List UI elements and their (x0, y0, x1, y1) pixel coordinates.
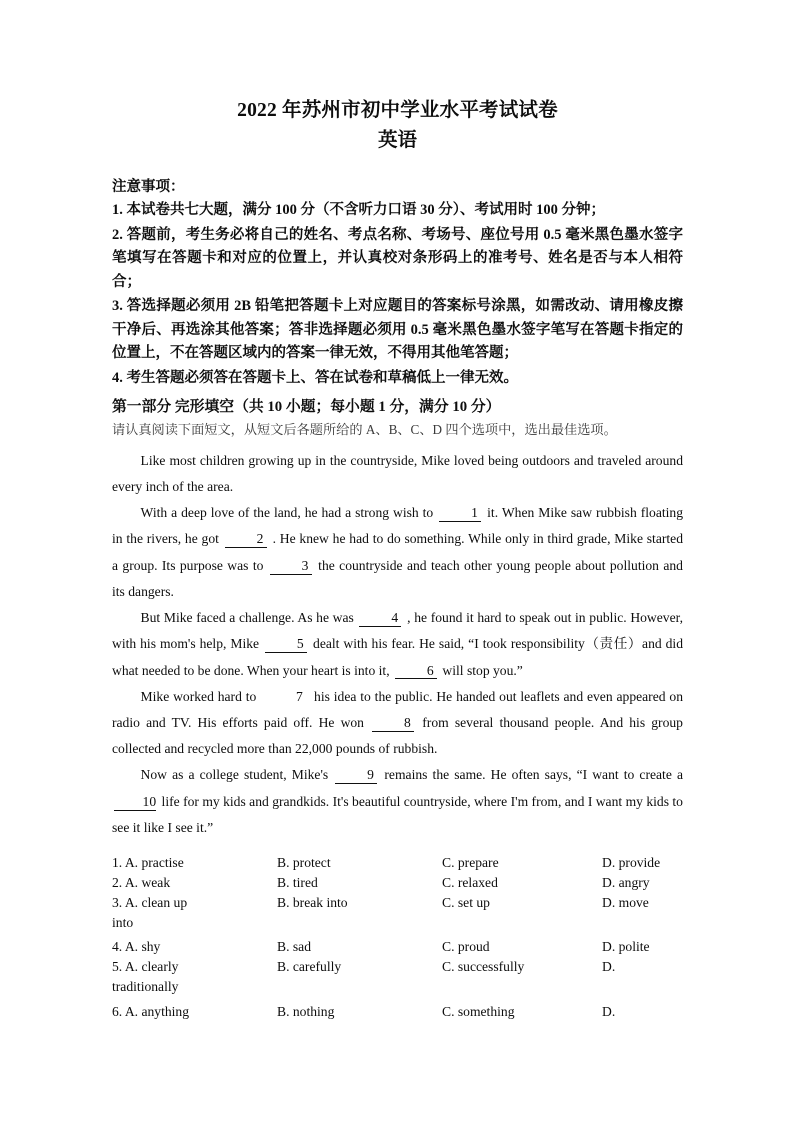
blank-5[interactable]: 5 (265, 637, 307, 653)
passage-text: it. When Mike saw rubbish floating in the rivers, he got (112, 505, 683, 547)
passage-paragraph-4 (112, 684, 683, 763)
blank-8[interactable]: 8 (372, 716, 414, 732)
option-choice-c[interactable]: C. proud (442, 939, 490, 955)
page-title: 2022 年苏州市初中学业水平考试试卷 (237, 100, 558, 121)
passage-text: , he found it hard to speak out in public. However, with his mom's help, Mike (112, 610, 683, 652)
passage-text: Now as a college student, Mike's (140, 767, 329, 783)
blank-6[interactable]: 6 (395, 664, 437, 680)
option-choice-a[interactable]: 1. A. practise (112, 855, 184, 871)
passage-text: . He knew he had to do something. While only in third grade, Mike started a group. Its purpose was to (112, 531, 684, 573)
option-choice-a[interactable]: 4. A. shy (112, 939, 161, 955)
option-row-6 (112, 1000, 683, 1020)
notice-item-2: 2. 答题前，考生务必将自己的姓名、考点名称、考场号、座位号用 0.5 毫米黑色墨水签字笔填写在答题卡和对应的位置上，并认真校对条形码上的准考号、姓名是否与本人相符合； (112, 226, 683, 290)
passage-paragraph-1 (112, 448, 683, 500)
passage-text: Mike worked hard to (140, 688, 257, 704)
option-choice-b[interactable]: B. carefully (277, 959, 342, 975)
options-list (112, 851, 683, 1019)
option-choice-b[interactable]: B. nothing (277, 1003, 335, 1019)
blank-10[interactable]: 10 (114, 795, 156, 811)
option-choice-d[interactable]: D. (602, 1003, 616, 1019)
option-row-3 (112, 891, 683, 911)
blank-1[interactable]: 1 (439, 506, 481, 522)
passage-text: from several thousand people. And his group collected and recycled more than 22,000 pounds of rubbish. (112, 714, 683, 757)
option-choice-a[interactable]: 5. A. clearly (112, 959, 179, 975)
notice-item-1: 1. 本试卷共七大题，满分 100 分（不含听力口语 30 分）、考试用时 100 分钟； (112, 202, 605, 219)
option-row-3-wrap: into (112, 915, 134, 931)
option-choice-a[interactable]: 2. A. weak (112, 875, 171, 891)
option-row-5-wrap: traditionally (112, 979, 179, 995)
option-row-5 (112, 955, 683, 975)
option-choice-c[interactable]: C. set up (442, 895, 490, 911)
page-subtitle: 英语 (377, 130, 417, 152)
passage-paragraph-5 (112, 762, 683, 841)
option-choice-d[interactable]: D. angry (602, 875, 650, 891)
option-choice-c[interactable]: C. successfully (442, 959, 525, 975)
option-row-1 (112, 851, 683, 871)
option-choice-c[interactable]: C. something (442, 1003, 515, 1019)
part-heading: 第一部分 完形填空（共 10 小题；每小题 1 分，满分 10 分） (112, 399, 501, 416)
option-choice-c[interactable]: C. prepare (442, 855, 499, 871)
option-choice-b[interactable]: B. protect (277, 855, 331, 871)
blank-9[interactable]: 9 (335, 768, 377, 784)
option-choice-d[interactable]: D. polite (602, 939, 650, 955)
notice-item-3: 3. 答选择题必须用 2B 铅笔把答题卡上对应题目的答案标号涂黑，如需改动、请用橡皮擦干净后、再选涂其他答案；答非选择题必须用 0.5 毫米黑色墨水签字笔写在答题卡指定的位置上，不在答题区域内的答案一律无效，不得用其他笔答题； (112, 298, 683, 362)
passage-text: But Mike faced a challenge. As he was (140, 610, 354, 626)
passage-text: life for my kids and grandkids. It's beautiful countryside, where I'm from, and I want my kids to see it like I see it.” (112, 793, 683, 835)
option-choice-a[interactable]: 6. A. anything (112, 1003, 190, 1019)
passage-text: With a deep love of the land, he had a strong wish to (140, 505, 434, 521)
option-row-2 (112, 871, 683, 891)
option-choice-d[interactable]: D. (602, 959, 616, 975)
option-choice-d[interactable]: D. provide (602, 855, 661, 871)
option-row-4 (112, 935, 683, 955)
blank-4[interactable]: 4 (359, 611, 401, 627)
passage-text: dealt with his fear. He said, “I took responsibility（责任）and did what needed to be done. When your heart is into it, (112, 636, 683, 678)
option-choice-d[interactable]: D. move (602, 895, 649, 911)
passage-paragraph-3 (112, 605, 683, 684)
blank-2[interactable]: 2 (225, 532, 267, 548)
passage-text: Like most children growing up in the countryside, Mike loved being outdoors and traveled around every inch of the area. (112, 452, 683, 494)
option-choice-a[interactable]: 3. A. clean up (112, 895, 188, 911)
passage-text: remains the same. He often says, “I want to create a (384, 767, 683, 783)
blank-3[interactable]: 3 (270, 559, 312, 575)
passage-text: will stop you.” (442, 662, 523, 678)
passage-text: the countryside and teach other young people about pollution and its dangers. (112, 557, 683, 599)
part-instruction: 请认真阅读下面短文，从短文后各题所给的 A、B、C、D 四个选项中，选出最佳选项。 (112, 422, 617, 438)
notice-item-4: 4. 考生答题必须答在答题卡上、答在试卷和草稿低上一律无效。 (112, 369, 518, 386)
passage-text: his idea to the public. He handed out leaflets and even appeared on radio and TV. His efforts paid off. He won (112, 688, 683, 730)
option-choice-c[interactable]: C. relaxed (442, 875, 498, 891)
reading-passage (112, 448, 683, 842)
blank-7[interactable]: 7 (296, 688, 303, 704)
option-choice-b[interactable]: B. sad (277, 939, 311, 955)
passage-paragraph-2 (112, 500, 683, 605)
notice-heading: 注意事项： (112, 178, 185, 195)
option-choice-b[interactable]: B. tired (277, 875, 318, 891)
exam-page (112, 0, 683, 1020)
option-choice-b[interactable]: B. break into (277, 895, 348, 911)
